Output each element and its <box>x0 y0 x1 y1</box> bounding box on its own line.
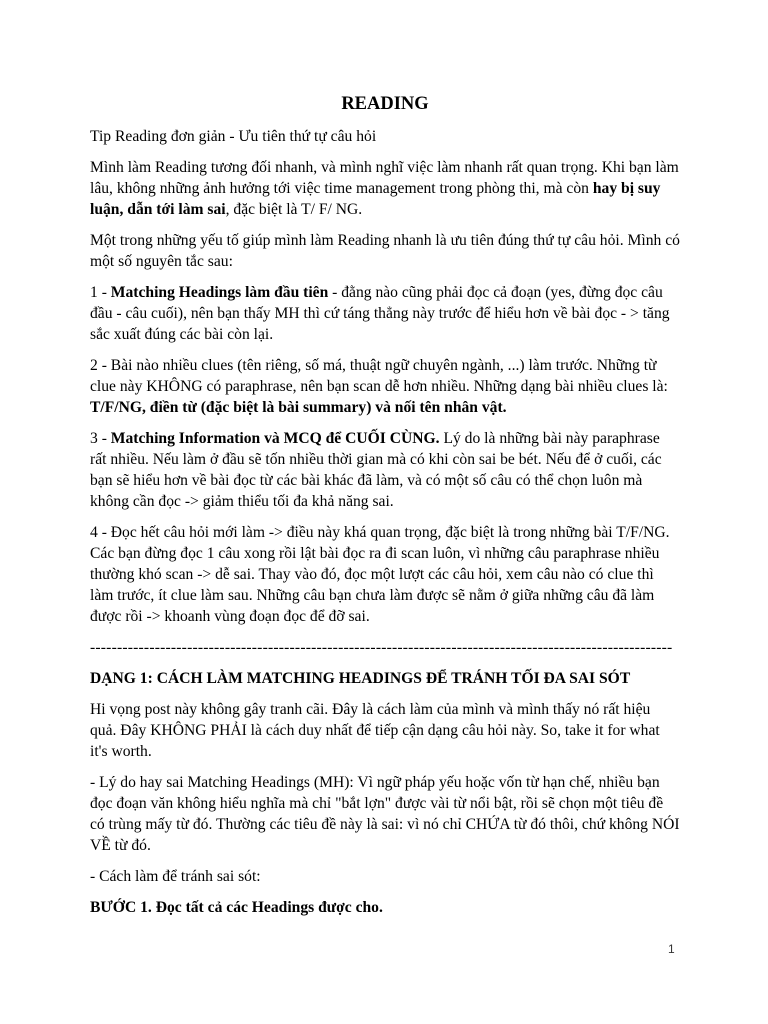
rule-4: 4 - Đọc hết câu hỏi mới làm -> điều này khá quan trọng, đặc biệt là trong những bài T/F/NG. Các bạn đừng đọc 1 câu xong rồi lật bài đọc ra đi scan luôn, vì những câu paraphrase nhiều thường khó scan -> dễ sai. Thay vào đó, đọc một lượt các câu hỏi, xem câu nào có clue thì làm trước, ít clue làm sau. Những câu bạn chưa làm được sẽ nằm ở giữa những câu đã làm được rồi -> khoanh vùng đoạn đọc để đỡ sai. <box>90 524 670 625</box>
step-1-bold: BƯỚC 1. Đọc tất cả các Headings được cho. <box>90 899 383 916</box>
section-heading: DẠNG 1: CÁCH LÀM MATCHING HEADINGS ĐỂ TRÁNH TỐI ĐA SAI SÓT <box>90 670 631 687</box>
paragraph-intro-text: Mình làm Reading tương đối nhanh, và mình nghĩ việc làm nhanh rất quan trọng. Khi bạn làm lâu, không những ảnh hưởng tới việc time management trong phòng thi, mà còn <box>90 159 679 197</box>
paragraph-reason: - Lý do hay sai Matching Headings (MH): Vì ngữ pháp yếu hoặc vốn từ hạn chế, nhiều bạn đọc đoạn văn không hiểu nghĩa mà chỉ "bắt lợn" được vài từ nổi bật, rồi sẽ chọn một tiêu đề có trùng mấy từ đó. Thường các tiêu đề này là sai: vì nó chỉ CHỨA từ đó thôi, chứ không NÓI VỀ từ đó. <box>90 774 680 854</box>
paragraph-intro-bold: hay bị suy luận, dẫn tới làm sai <box>90 180 661 218</box>
rule-3-text: Lý do là những bài này paraphrase rất nhiều. Nếu làm ở đầu sẽ tốn nhiều thời gian mà có khi còn sai be bét. Nếu để ở cuối, các bạn sẽ hiểu hơn về bài đọc từ các bài khác đã làm, và có một số câu có thể chọn luôn mà không cần đọc -> giảm thiểu tối đa khả năng sai. <box>90 430 662 510</box>
rule-1-bold: Matching Headings làm đầu tiên <box>110 284 329 301</box>
step-1 <box>90 897 680 918</box>
rule-2 <box>90 355 680 418</box>
paragraph-method: - Cách làm để tránh sai sót: <box>90 868 261 885</box>
paragraph-disclaimer: Hi vọng post này không gây tranh cãi. Đây là cách làm của mình và mình thấy nó rất hiệu quả. Đây KHÔNG PHẢI là cách duy nhất để tiếp cận dạng câu hỏi này. So, take it for what it's worth. <box>90 701 660 760</box>
rule-1-number: 1 - <box>90 284 111 301</box>
document-title: READING <box>341 94 429 114</box>
rule-1-text: - đằng nào cũng phải đọc cả đoạn (yes, đừng đọc câu đầu - câu cuối), nên bạn thấy MH thì cứ táng thẳng này trước để hiểu hơn về bài đọc - > tăng sắc xuất đúng các bài còn lại. <box>90 284 670 343</box>
document-page <box>90 93 680 928</box>
rule-3-bold: Matching Information và MCQ để CUỐI CÙNG. <box>110 430 440 447</box>
subtitle: Tip Reading đơn giản - Ưu tiên thứ tự câu hỏi <box>90 128 377 145</box>
page-number: 1 <box>668 942 675 956</box>
paragraph-intro-end: , đặc biệt là T/ F/ NG. <box>225 201 363 218</box>
rule-3 <box>90 428 680 512</box>
paragraph-principles: Một trong những yếu tố giúp mình làm Reading nhanh là ưu tiên đúng thứ tự câu hỏi. Mình có một số nguyên tắc sau: <box>90 232 680 270</box>
divider-line: ------------------------------------------------------------------------------------------------------------ <box>90 639 673 656</box>
rule-1 <box>90 282 680 345</box>
rule-3-number: 3 - <box>90 430 111 447</box>
rule-2-text: 2 - Bài nào nhiều clues (tên riêng, số má, thuật ngữ chuyên ngành, ...) làm trước. Những từ clue này KHÔNG có paraphrase, nên bạn scan dễ hơn nhiều. Những dạng bài nhiều clues là: <box>90 357 668 395</box>
paragraph-intro <box>90 157 680 220</box>
rule-2-bold: T/F/NG, điền từ (đặc biệt là bài summary) và nối tên nhân vật. <box>90 399 507 416</box>
